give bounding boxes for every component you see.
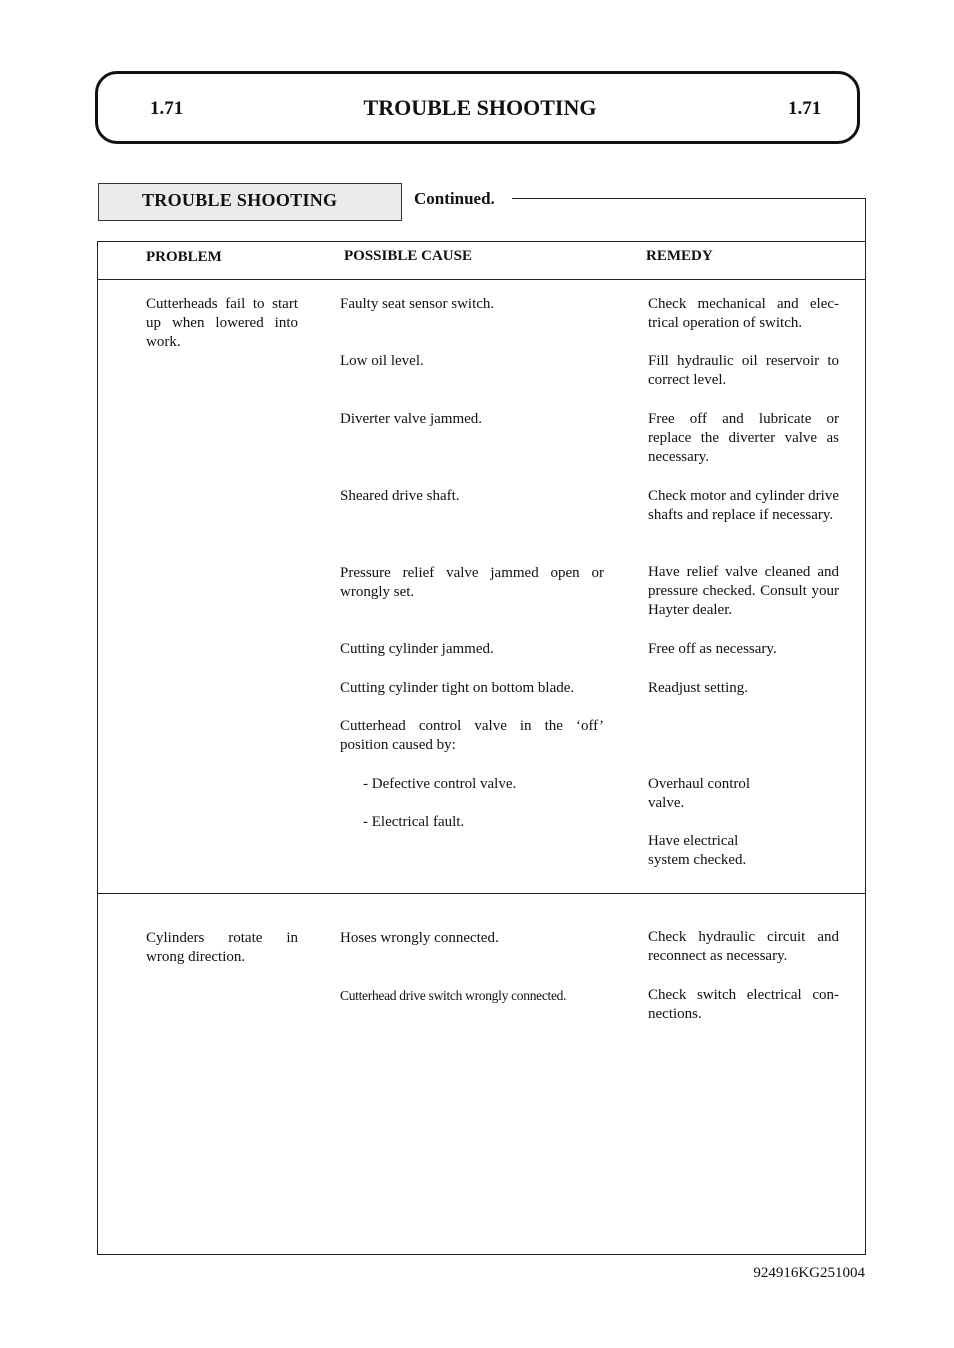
continued-rule — [512, 198, 865, 199]
cause-cell: - Defective control valve. — [363, 776, 517, 792]
table-border-left — [97, 241, 98, 1255]
remedy-cell: Free off as necessary. — [648, 641, 777, 657]
page-number-right: 1.71 — [788, 98, 822, 119]
remedy-cell: Check hydraulic circuit and reconnect as necessary. — [648, 929, 839, 964]
cause-cell: Diverter valve jammed. — [340, 411, 483, 427]
remedy-cell: Check mechanical and elec- trical operation of switch. — [648, 296, 839, 331]
table-border-top — [97, 241, 866, 242]
remedy-cell: Have electrical system checked. — [648, 833, 747, 868]
continued-label: Continued. — [414, 189, 495, 208]
cause-cell: Faulty seat sensor switch. — [340, 296, 495, 312]
document-code: 924916KG251004 — [753, 1265, 865, 1281]
cause-cell: Hoses wrongly connected. — [340, 930, 499, 946]
cause-cell: Cutting cylinder tight on bottom blade. — [340, 680, 575, 696]
problem-cell: Cylinders rotate in wrong direction. — [146, 930, 298, 965]
group-divider — [97, 893, 866, 894]
remedy-cell: Check switch electrical con- nections. — [648, 987, 839, 1022]
column-header-problem: PROBLEM — [146, 249, 222, 265]
cause-cell: Cutting cylinder jammed. — [340, 641, 494, 657]
page-title: TROUBLE SHOOTING — [363, 95, 597, 120]
remedy-cell: Check motor and cylinder drive shafts and replace if necessary. — [648, 488, 839, 523]
cause-cell: Cutterhead control valve in the ‘off’ position caused by: — [340, 718, 604, 753]
section-tab: TROUBLE SHOOTING — [98, 183, 402, 221]
table-border-bottom — [97, 1254, 866, 1255]
cause-cell: - Electrical fault. — [363, 814, 465, 830]
cause-cell: Low oil level. — [340, 353, 424, 369]
remedy-cell: Free off and lubricate or replace the diverter valve as necessary. — [648, 411, 839, 465]
column-header-cause: POSSIBLE CAUSE — [344, 248, 472, 264]
remedy-cell: Fill hydraulic oil reservoir to correct level. — [648, 353, 839, 388]
cause-cell: Pressure relief valve jammed open or wrongly set. — [340, 565, 604, 600]
table-border-right — [865, 198, 866, 1255]
cause-cell: Sheared drive shaft. — [340, 488, 460, 504]
header-row-divider — [97, 279, 866, 280]
page-number-left: 1.71 — [150, 98, 184, 119]
remedy-cell: Overhaul control valve. — [648, 776, 751, 811]
problem-cell: Cutterheads fail to start up when lowered into work. — [146, 296, 298, 350]
cause-cell: Cutterhead drive switch wrongly connected. — [340, 988, 567, 1003]
remedy-cell: Have relief valve cleaned and pressure checked. Consult your Hayter dealer. — [648, 564, 839, 618]
remedy-cell: Readjust setting. — [648, 680, 748, 696]
column-header-remedy: REMEDY — [646, 248, 713, 264]
